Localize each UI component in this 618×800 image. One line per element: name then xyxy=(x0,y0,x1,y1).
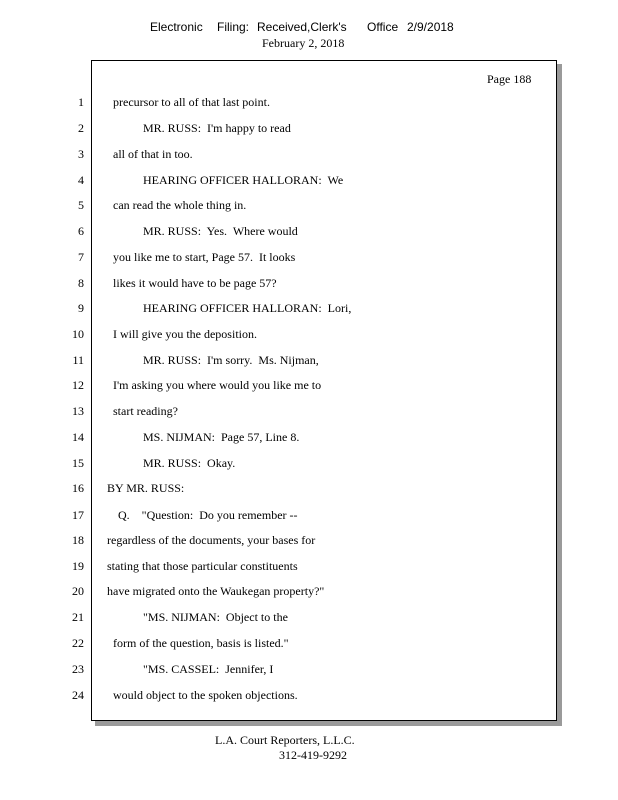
line-number: 4 xyxy=(78,173,84,187)
transcript-line xyxy=(0,146,618,162)
line-number: 24 xyxy=(72,688,84,702)
line-text: you like me to start, Page 57. It looks xyxy=(113,250,296,264)
transcript-line xyxy=(0,377,618,393)
transcript-line xyxy=(0,172,618,188)
line-number: 10 xyxy=(72,327,84,341)
line-text: have migrated onto the Waukegan property?" xyxy=(107,584,325,598)
line-number: 3 xyxy=(78,147,84,161)
line-number: 18 xyxy=(72,533,84,547)
filed-date: February 2, 2018 xyxy=(262,36,345,50)
line-text: BY MR. RUSS: xyxy=(107,481,185,495)
line-number: 8 xyxy=(78,276,84,290)
line-text: MR. RUSS: I'm sorry. Ms. Nijman, xyxy=(143,353,319,367)
line-number: 2 xyxy=(78,121,84,135)
line-number: 16 xyxy=(72,481,84,495)
line-number: 12 xyxy=(72,378,84,392)
transcript-line xyxy=(0,223,618,239)
line-number: 5 xyxy=(78,198,84,212)
transcript-line xyxy=(0,455,618,471)
line-number: 21 xyxy=(72,610,84,624)
transcript-line xyxy=(0,583,618,599)
reporter-name: L.A. Court Reporters, L.L.C. xyxy=(215,733,355,747)
line-number: 19 xyxy=(72,559,84,573)
transcript-line xyxy=(0,275,618,291)
transcript-line xyxy=(0,249,618,265)
line-number: 15 xyxy=(72,456,84,470)
line-text: MR. RUSS: Okay. xyxy=(143,456,236,470)
transcript-line xyxy=(0,687,618,703)
page-number: Page 188 xyxy=(487,72,532,86)
transcript-line xyxy=(0,661,618,677)
line-text: precursor to all of that last point. xyxy=(113,95,270,109)
transcript-line xyxy=(0,94,618,110)
line-number: 7 xyxy=(78,250,84,264)
transcript-line xyxy=(0,558,618,574)
line-text: form of the question, basis is listed." xyxy=(113,636,289,650)
line-text: HEARING OFFICER HALLORAN: We xyxy=(143,173,344,187)
line-number: 11 xyxy=(72,353,84,367)
line-text: stating that those particular constituents xyxy=(107,559,298,573)
line-number: 17 xyxy=(72,508,84,522)
line-text: would object to the spoken objections. xyxy=(113,688,298,702)
line-text: likes it would have to be page 57? xyxy=(113,276,277,290)
line-text: all of that in too. xyxy=(113,147,193,161)
line-text: "MS. CASSEL: Jennifer, I xyxy=(143,662,274,676)
line-text: HEARING OFFICER HALLORAN: Lori, xyxy=(143,301,352,315)
line-number: 22 xyxy=(72,636,84,650)
transcript-line xyxy=(0,197,618,213)
stamp-received: Received,Clerk's xyxy=(257,20,347,34)
stamp-electronic: Electronic xyxy=(150,20,203,34)
line-text: "MS. NIJMAN: Object to the xyxy=(143,610,288,624)
transcript-line xyxy=(0,635,618,651)
line-text: MR. RUSS: I'm happy to read xyxy=(143,121,291,135)
line-number: 23 xyxy=(72,662,84,676)
transcript-line xyxy=(0,352,618,368)
transcript-line xyxy=(0,480,618,496)
line-number: 6 xyxy=(78,224,84,238)
transcript-line xyxy=(0,326,618,342)
line-number: 13 xyxy=(72,404,84,418)
reporter-phone: 312-419-9292 xyxy=(279,748,347,762)
stamp-filing: Filing: xyxy=(217,20,250,34)
line-number: 9 xyxy=(78,301,84,315)
transcript-line xyxy=(0,429,618,445)
stamp-date: 2/9/2018 xyxy=(407,20,454,34)
line-text: I will give you the deposition. xyxy=(113,327,257,341)
line-number: 1 xyxy=(78,95,84,109)
line-number: 14 xyxy=(72,430,84,444)
stamp-office: Office xyxy=(367,20,399,34)
line-text: can read the whole thing in. xyxy=(113,198,247,212)
line-text: Q. "Question: Do you remember -- xyxy=(118,508,298,522)
line-text: regardless of the documents, your bases for xyxy=(107,533,316,547)
line-text: MS. NIJMAN: Page 57, Line 8. xyxy=(143,430,300,444)
line-number: 20 xyxy=(72,584,84,598)
transcript-line xyxy=(0,532,618,548)
transcript-line xyxy=(0,609,618,625)
transcript-line xyxy=(0,300,618,316)
line-text: start reading? xyxy=(113,404,178,418)
transcript-line xyxy=(0,507,618,523)
line-text: MR. RUSS: Yes. Where would xyxy=(143,224,298,238)
transcript-line xyxy=(0,403,618,419)
transcript-line xyxy=(0,120,618,136)
line-text: I'm asking you where would you like me to xyxy=(113,378,322,392)
